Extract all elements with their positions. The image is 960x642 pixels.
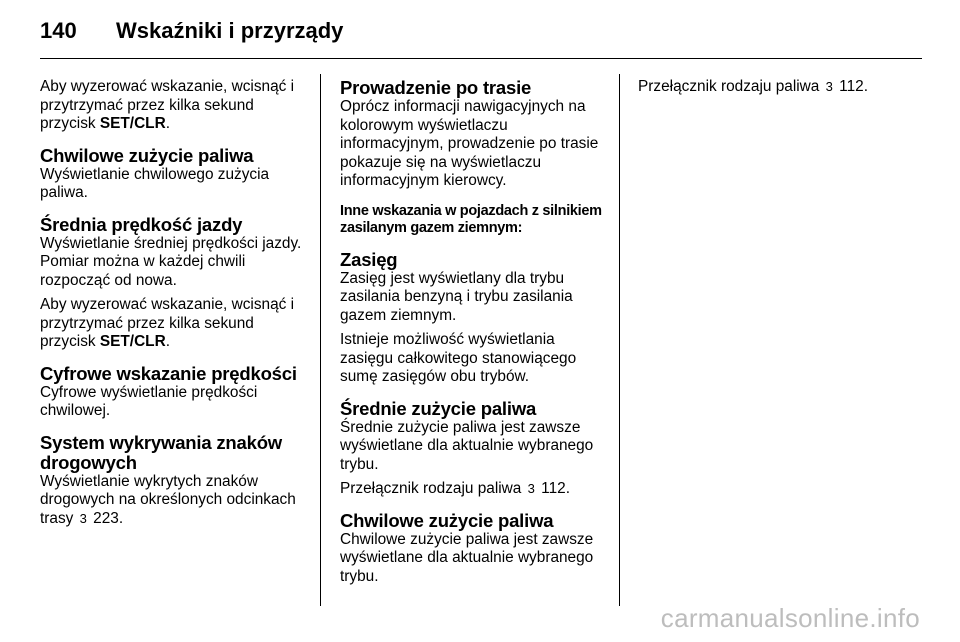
watermark: carmanualsonline.info	[660, 603, 920, 633]
section-heading: Chwilowe zużycie paliwa	[340, 509, 554, 531]
page-number: 140	[40, 18, 77, 43]
section-heading: Cyfrowe wskazanie prędkości	[40, 362, 297, 384]
button-name: SET/CLR	[99, 115, 166, 132]
paragraph: Istnieje możliwość wyświetlania zasięgu całkowitego stanowiącego sumę zasięgów obu trybów.	[340, 331, 577, 385]
paragraph: Aby wyzerować wskazanie, wcisnąć i przytrzymać przez kilka sekund przycisk SET/CLR.	[40, 296, 295, 350]
header-rule	[40, 58, 922, 59]
paragraph: Chwilowe zużycie paliwa jest zawsze wyświetlane dla aktualnie wybranego trybu.	[340, 530, 594, 585]
paragraph: Przełącznik rodzaju paliwa 3 112.	[638, 78, 868, 95]
paragraph: Zasięg jest wyświetlany dla trybu zasilania benzyną i trybu zasilania gazem ziemnym.	[340, 269, 573, 324]
paragraph: Wyświetlanie średniej prędkości jazdy. Pomiar można w każdej chwili rozpocząć od nowa.	[40, 234, 302, 289]
paragraph: Wyświetlanie wykrytych znaków drogowych na określonych odcinkach trasy 3 223.	[40, 472, 296, 527]
paragraph: Przełącznik rodzaju paliwa 3 112.	[340, 480, 570, 497]
paragraph: Średnie zużycie paliwa jest zawsze wyświetlane dla aktualnie wybranego trybu.	[340, 418, 594, 473]
page-reference-icon: 3	[825, 79, 833, 94]
page-reference-link[interactable]: 112	[541, 480, 566, 497]
page-reference-icon: 3	[79, 510, 87, 526]
page-header	[40, 18, 343, 48]
page-reference-link[interactable]: 112	[839, 78, 864, 95]
column-middle	[340, 78, 604, 592]
paragraph: Wyświetlanie chwilowego zużycia paliwa.	[40, 165, 270, 201]
column-left	[40, 78, 304, 534]
column-right	[638, 78, 902, 103]
page-reference-icon: 3	[527, 481, 535, 496]
section-heading: Prowadzenie po trasie	[340, 77, 532, 98]
section-heading: Średnie zużycie paliwa	[340, 397, 537, 419]
section-heading: Chwilowe zużycie paliwa	[40, 144, 254, 166]
button-name: SET/CLR	[99, 333, 166, 350]
paragraph: Cyfrowe wyświetlanie prędkości chwilowej.	[40, 383, 258, 419]
page-title: Wskaźniki i przyrządy	[116, 18, 344, 43]
section-heading: Średnia prędkość jazdy	[40, 213, 243, 235]
section-heading: System wykrywania znaków drogowych	[40, 431, 282, 473]
paragraph: Aby wyzerować wskazanie, wcisnąć i przytrzymać przez kilka sekund przycisk SET/CLR.	[40, 78, 295, 132]
column-divider	[619, 74, 620, 606]
paragraph: Oprócz informacji nawigacyjnych na kolorowym wyświetlaczu informacyjnym, prowadzenie po trasie pokazuje się na wyświetlaczu informacyjnym kierowcy.	[340, 98, 599, 189]
subsection-heading: Inne wskazania w pojazdach z silnikiem zasilanym gazem ziemnym:	[340, 202, 602, 236]
section-heading: Zasięg	[340, 248, 398, 270]
column-divider	[320, 74, 321, 606]
page-reference-link[interactable]: 223	[93, 509, 119, 527]
